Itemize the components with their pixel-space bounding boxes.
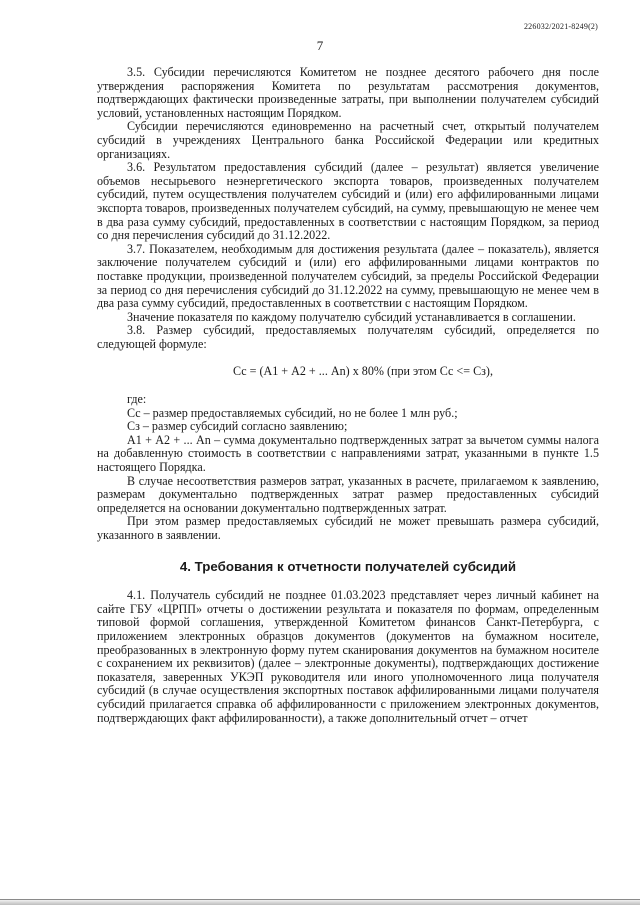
subsidy-formula: Сс = (А1 + А2 + ... Аn) х 80% (при этом Сс <= Сз), (233, 364, 493, 379)
paragraph-cost-mismatch: В случае несоответствия размеров затрат, указанных в расчете, прилагаемом к заявлению, размерам документально подтвержденных затрат размер предоставленных субсидий определяется на основании документально подтвержденных затрат. (97, 473, 599, 515)
paragraph-3-7: 3.7. Показателем, необходимым для достижения результата (далее – показатель), является заключение получателем субсидий и (или) его аффилированными лицами контрактов по поставке продукции, произведенной получателем субсидий, за пределы Российской Федерации за период со дня перечисления субсидий до 31.12.2022 на сумму, превышающую не менее чем в два раза сумму субсидий, предоставленных в соответствии с настоящим Порядком. (97, 241, 599, 311)
paragraph-3-8: 3.8. Размер субсидий, предоставляемых получателям субсидий, определяется по следующей формуле: (97, 323, 599, 351)
scan-bottom-edge (0, 899, 640, 905)
paragraph-3-5: 3.5. Субсидии перечисляются Комитетом не позднее десятого рабочего дня после утверждения распоряжения Комитета по результатам рассмотрения документов, подтверждающих фактически произведенные затраты, при выполнении получателем субсидий условий, установленных настоящим Порядком. (97, 65, 599, 120)
formula-definition-cz: Сз – размер субсидий согласно заявлению; (127, 419, 348, 434)
formula-definition-a: А1 + А2 + ... Аn – сумма документально подтвержденных затрат за вычетом суммы налога на добавленную стоимость в соответствии с направлениями затрат, указанными в пункте 1.5 настоящего Порядка. (97, 432, 599, 475)
paragraph-3-7-indicator-value: Значение показателя по каждому получателю субсидий устанавливается в соглашении. (127, 309, 576, 324)
page-number: 7 (316, 38, 324, 53)
paragraph-subsidy-limit: При этом размер предоставляемых субсидий не может превышать размера субсидий, указанного в заявлении. (97, 514, 599, 542)
document-body (97, 66, 599, 725)
formula-definition-cc: Сс – размер предоставляемых субсидий, но не более 1 млн руб.; (127, 405, 458, 420)
paragraph-3-5-payment: Субсидии перечисляются единовременно на расчетный счет, открытый получателем субсидий в учреждениях Центрального банка Российской Федерации или кредитных организациях. (97, 119, 599, 161)
document-registration-number: 226032/2021-8249(2) (523, 22, 598, 31)
section-4-title: 4. Требования к отчетности получателей субсидий (179, 558, 517, 574)
paragraph-4-1: 4.1. Получатель субсидий не позднее 01.03.2023 представляет через личный кабинет на сайте ГБУ «ЦРПП» отчеты о достижении результата и показателя по формам, определенным типовой формой соглашения, утвержденной Комитетом финансов Санкт-Петербурга, с приложением электронных образцов документов (документов на бумажном носителе, преобразованных в электронную форму путем сканирования документов на бумажном носителе с сохранением их реквизитов) (далее – электронные документы), подтверждающих достижение показателя, заверенных УКЭП руководителя или иного уполномоченного лица получателя субсидий (в случае осуществления экспортных поставок аффилированными лицами получателя субсидий прилагается справка об аффилированности с приложением электронных документов, подтверждающих факт аффилированности), а также дополнительный отчет – отчет (97, 588, 599, 725)
paragraph-3-6: 3.6. Результатом предоставления субсидий (далее – результат) является увеличение объемов несырьевого неэнергетического экспорта товаров, произведенных получателем субсидий, путем осуществления получателем субсидий и (или) его аффилированными лицами экспорта товаров, произведенных получателем субсидий, на сумму, превышающую не менее чем в два раза сумму субсидий, предоставленных в соответствии с настоящим Порядком, за период со дня перечисления субсидий до 31.12.2022. (97, 160, 599, 243)
formula-where-label: где: (127, 392, 147, 407)
